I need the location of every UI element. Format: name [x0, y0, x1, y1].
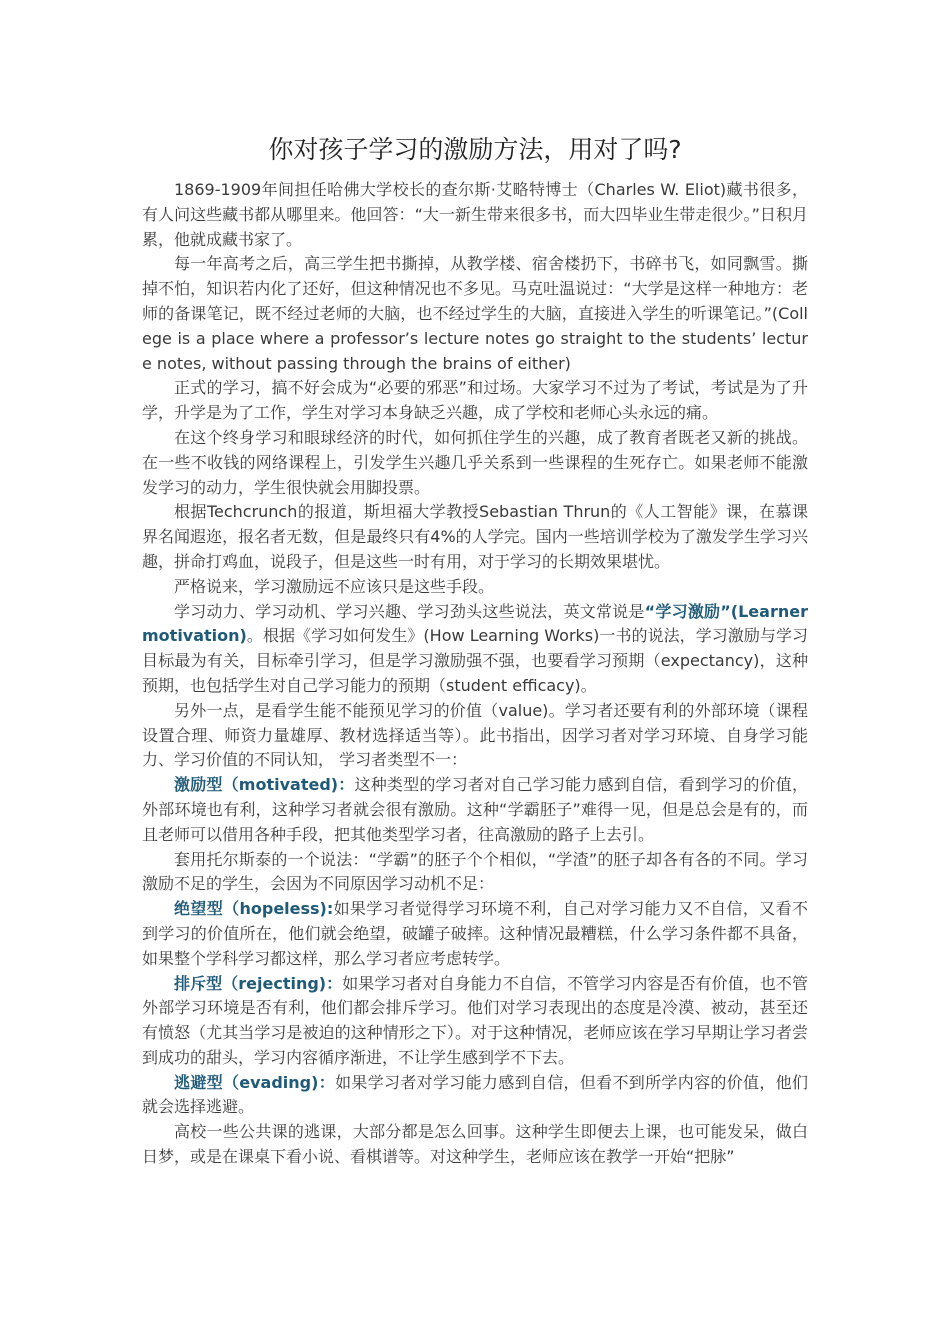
paragraph-1: 1869-1909年间担任哈佛大学校长的查尔斯·艾略特博士（Charles W. Eliot)藏书很多，有人问这些藏书都从哪里来。他回答：“大一新生带来很多书，而大四毕业生带走很少。”日积月累，他就成藏书家了。 — [142, 180, 808, 249]
paragraph-rejecting — [142, 972, 808, 1071]
paragraph-4: 在这个终身学习和眼球经济的时代，如何抓住学生的兴趣，成了教育者既老又新的挑战。在一些不收钱的网络课程上，引发学生兴趣几乎关系到一些课程的生死存亡。如果老师不能激发学习的动力，学生很快就会用脚投票。 — [142, 427, 808, 497]
paragraph-10: 套用托尔斯泰的一个说法：“学霸”的胚子个个相似，“学渣”的胚子却各有各的不同。学习激励不足的学生，会因为不同原因学习动机不足： — [142, 849, 808, 894]
motivated-term: 激励型（motivated)： — [174, 775, 355, 795]
paragraph-7 — [142, 600, 808, 699]
paragraph-7-lead: 学习动力、学习动机、学习兴趣、学习劲头这些说法，英文常说是 — [174, 601, 645, 621]
rejecting-body: 如果学习者对自身能力不自信，不管学习内容是否有价值，也不管外部学习环境是否有利，他们都会排斥学习。他们对学习表现出的态度是冷漠、被动，甚至还有愤怒（尤其当学习是被迫的这种情形之下）。对于这种情况，老师应该在学习早期让学习者尝到成功的甜头，学习内容循序渐进，不让学生感到学不下去。 — [142, 973, 808, 1067]
rejecting-term: 排斥型（rejecting)： — [174, 973, 343, 993]
paragraph-5: 根据Techcrunch的报道，斯坦福大学教授Sebastian Thrun的《人工智能》课，在慕课界名闻遐迩，报名者无数，但是最终只有4%的人学完。国内一些培训学校为了激发学生学习兴趣，拼命打鸡血，说段子，但是这些一时有用，对于学习的长期效果堪忧。 — [142, 502, 808, 571]
hopeless-term: 绝望型（hopeless): — [174, 899, 334, 919]
document-page — [142, 130, 808, 1170]
paragraph-8: 另外一点，是看学生能不能预见学习的价值（value)。学习者还要有利的外部环境（课程设置合理、师资力量雄厚、教材选择适当等）。此书指出，因学习者对学习环境、自身学习能力、学习价值的不同认知， 学习者类型不一： — [142, 700, 808, 770]
paragraph-7-body: 。根据《学习如何发生》(How Learning Works)一书的说法，学习激励与学习目标最为有关，目标牵引学习，但是学习激励强不强，也要看学习预期（expectancy)，这种预期，也包括学生对自己学习能力的预期（student efficacy)。 — [142, 626, 808, 695]
paragraph-hopeless — [142, 897, 808, 971]
paragraph-6: 严格说来，学习激励远不应该只是这些手段。 — [174, 576, 495, 596]
paragraph-motivated — [142, 773, 808, 847]
paragraph-evading — [142, 1071, 808, 1121]
motivated-body: 这种类型的学习者对自己学习能力感到自信，看到学习的价值，外部环境也有利，这种学习者就会很有激励。这种“学霸胚子”难得一见，但是总会是有的，而且老师可以借用各种手段，把其他类型学习者，往高激励的路子上去引。 — [142, 775, 808, 844]
hopeless-body: 如果学习者觉得学习环境不利，自己对学习能力又不自信，又看不到学习的价值所在，他们就会绝望，破罐子破摔。这种情况最糟糕，什么学习条件都不具备，如果整个学科学习都这样，那么学习者应考虑转学。 — [142, 899, 808, 968]
paragraph-3: 正式的学习，搞不好会成为“必要的邪恶”和过场。大家学习不过为了考试，考试是为了升学，升学是为了工作，学生对学习本身缺乏兴趣，成了学校和老师心头永远的痛。 — [142, 378, 808, 423]
document-title: 你对孩子学习的激励方法，用对了吗? — [268, 135, 682, 164]
evading-body: 如果学习者对学习能力感到自信，但看不到所学内容的价值，他们就会选择逃避。 — [142, 1072, 808, 1117]
paragraph-14: 高校一些公共课的逃课，大部分都是怎么回事。这种学生即便去上课，也可能发呆，做白日梦，或是在课桌下看小说、看棋谱等。对这种学生，老师应该在教学一开始“把脉” — [142, 1122, 808, 1167]
evading-term: 逃避型（evading)： — [174, 1072, 336, 1092]
paragraph-2: 每一年高考之后，高三学生把书撕掉，从教学楼、宿舍楼扔下，书碎书飞，如同飘雪。撕掉不怕，知识若内化了还好，但这种情况也不多见。马克吐温说过：“大学是这样一种地方：老师的备课笔记，既不经过老师的大脑，也不经过学生的大脑，直接进入学生的听课笔记。”(College is a place where a professor’s lecture notes go straight to the students’ lecture notes, without passing through the brains of either) — [142, 254, 808, 373]
learner-motivation-term: “学习激励”(Learner motivation) — [142, 601, 808, 646]
